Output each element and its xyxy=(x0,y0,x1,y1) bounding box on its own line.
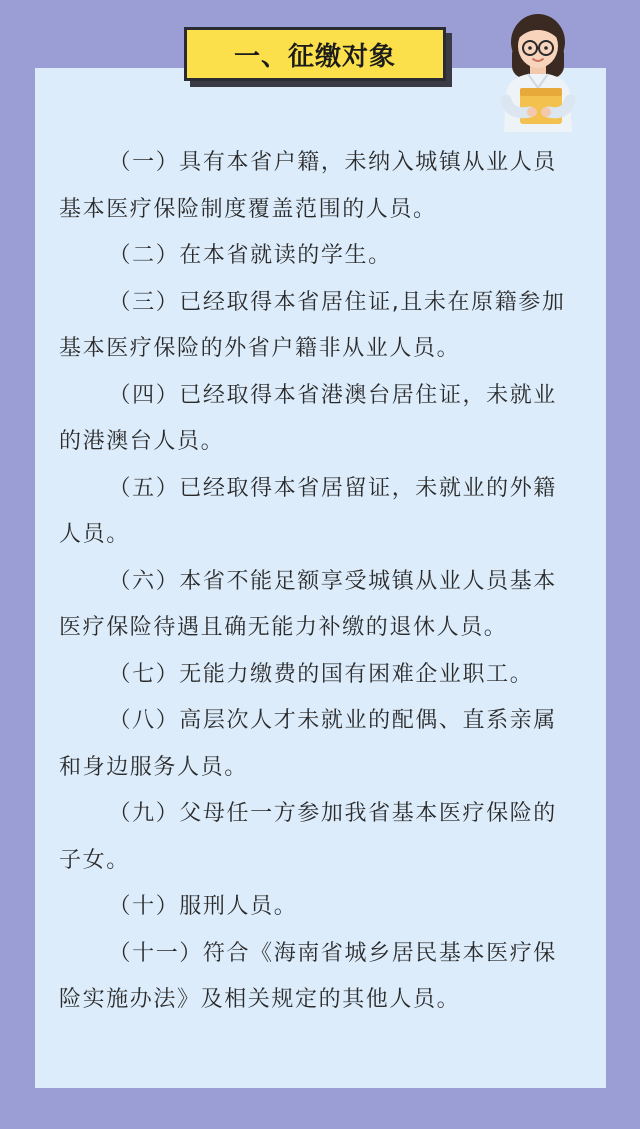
section-title-banner xyxy=(184,27,446,81)
list-item-3: （三）已经取得本省居住证,且未在原籍参加基本医疗保险的外省户籍非从业人员。 xyxy=(59,289,566,361)
section-title: 一、征缴对象 xyxy=(184,27,446,81)
list-item-1: （一）具有本省户籍，未纳入城镇从业人员基本医疗保险制度覆盖范围的人员。 xyxy=(59,150,557,222)
woman-with-glasses-holding-folder-icon xyxy=(490,8,586,132)
list-item-5: （五）已经取得本省居留证，未就业的外籍人员。 xyxy=(59,475,557,547)
list-item-6: （六）本省不能足额享受城镇从业人员基本医疗保险待遇且确无能力补缴的退休人员。 xyxy=(59,568,557,640)
list-item-9: （九）父母任一方参加我省基本医疗保险的子女。 xyxy=(59,801,557,873)
list-item-8: （八）高层次人才未就业的配偶、直系亲属和身边服务人员。 xyxy=(59,708,557,780)
content-card xyxy=(35,68,606,1088)
list-item-10: （十）服刑人员。 xyxy=(108,894,298,919)
list-item-7: （七）无能力缴费的国有困难企业职工。 xyxy=(108,661,534,687)
list-item-11: （十一）符合《海南省城乡居民基本医疗保险实施办法》及相关规定的其他人员。 xyxy=(59,940,557,1012)
list-item-2: （二）在本省就读的学生。 xyxy=(108,243,392,268)
list-item-4: （四）已经取得本省港澳台居住证，未就业的港澳台人员。 xyxy=(59,382,557,454)
